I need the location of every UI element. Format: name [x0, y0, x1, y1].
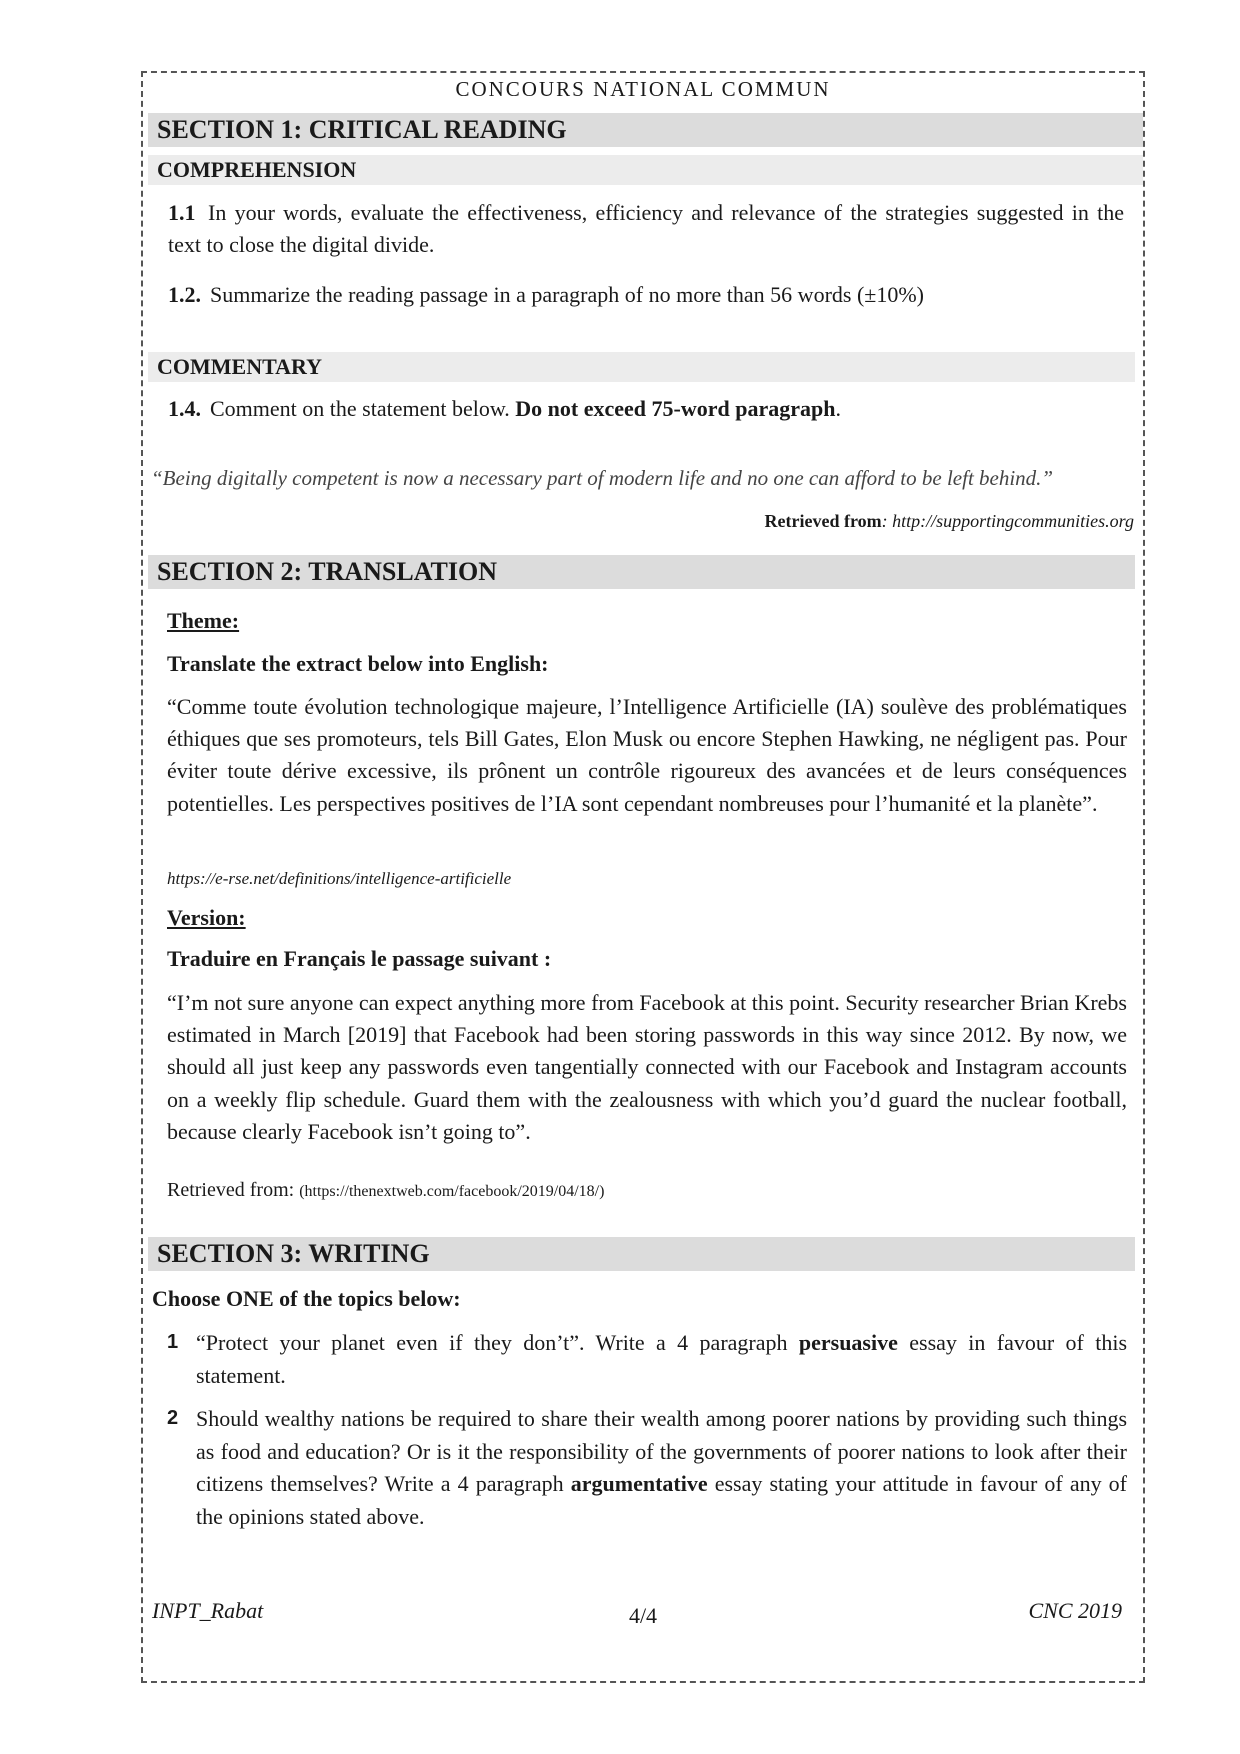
question-text: Comment on the statement below.	[210, 396, 510, 421]
section2-title: SECTION 2: TRANSLATION	[148, 555, 1135, 589]
writing-instruction: Choose ONE of the topics below:	[152, 1286, 461, 1311]
topic-1-emphasis: persuasive	[798, 1330, 898, 1355]
question-1-4	[168, 393, 1124, 425]
question-1-2	[168, 279, 1124, 311]
footer-page-number: 4/4	[628, 1603, 658, 1628]
topic-2-emphasis: argumentative	[570, 1471, 708, 1496]
footer-exam: CNC 2019	[1028, 1598, 1122, 1623]
theme-source: https://e-rse.net/definitions/intelligence-artificielle	[167, 869, 512, 888]
topic-2-number: 2	[167, 1407, 179, 1429]
footer-school: INPT_Rabat	[152, 1598, 264, 1623]
topic-2-text: Should wealthy nations be required to share their wealth among poorer nations by providing such things as food and education? Or is it the responsibility of the governments of poorer nations to look after their citizens themselves? Write a 4 paragraph	[196, 1406, 1127, 1496]
question-text: In your words, evaluate the effectiveness, efficiency and relevance of the strategies suggested in the text to close the digital divide.	[168, 200, 1124, 257]
topic-1-number: 1	[167, 1331, 179, 1353]
question-number: 1.1	[168, 200, 196, 225]
section1-title: SECTION 1: CRITICAL READING	[148, 113, 1143, 147]
topic-2-text-end: essay stating your attitude in favour of any of the opinions stated above.	[196, 1471, 1127, 1529]
section3-title: SECTION 3: WRITING	[148, 1237, 1135, 1271]
topic-1-text: “Protect your planet even if they don’t”. Write a 4 paragraph	[196, 1330, 788, 1355]
version-text: “I’m not sure anyone can expect anything more from Facebook at this point. Security researcher Brian Krebs estimated in March [2019] that Facebook had been storing passwords in this way since 2012. By now, we should all just keep any passwords even tangentially connected with our Facebook and Instagram accounts on a weekly flip schedule. Guard them with the zealousness with which you’d guard the nuclear football, because clearly Facebook isn’t going to”.	[167, 990, 1127, 1144]
topic-1	[196, 1327, 1127, 1392]
commentary-label: COMMENTARY	[148, 352, 1135, 382]
source-label: Retrieved from	[764, 511, 882, 531]
source-url: http://supportingcommunities.org	[892, 511, 1134, 531]
commentary-source	[151, 511, 1134, 532]
topic-2	[196, 1403, 1127, 1533]
comprehension-label: COMPREHENSION	[148, 155, 1143, 185]
page-frame	[141, 71, 1145, 1683]
version-source-label: Retrieved from:	[167, 1179, 295, 1201]
theme-text: “Comme toute évolution technologique majeure, l’Intelligence Artificielle (IA) soulève des problématiques éthiques que ses promoteurs, tels Bill Gates, Elon Musk ou encore Stephen Hawking, ne négligent pas. Pour éviter toute dérive excessive, ils prônent un contrôle rigoureux des avancées et de leurs conséquences potentielles. Les perspectives positives de l’IA sont cependant nombreuses pour l’humanité et la planète”.	[167, 694, 1127, 816]
topic-1-text-end: essay in favour of this statement.	[196, 1330, 1128, 1388]
question-text: Summarize the reading passage in a paragraph of no more than 56 words (±10%)	[210, 282, 925, 307]
theme-instruction: Translate the extract below into English:	[167, 651, 549, 676]
source-colon: :	[881, 511, 888, 531]
theme-label: Theme:	[167, 608, 240, 633]
question-end: .	[835, 396, 841, 421]
question-1-1	[168, 197, 1124, 261]
header-title: CONCOURS NATIONAL COMMUN	[455, 77, 831, 101]
commentary-quote: “Being digitally competent is now a necessary part of modern life and no one can afford to be left behind.”	[151, 466, 1054, 490]
question-number: 1.2.	[168, 282, 201, 307]
version-instruction: Traduire en Français le passage suivant :	[167, 946, 552, 971]
version-source	[167, 1179, 604, 1202]
version-source-url: (https://thenextweb.com/facebook/2019/04/18/)	[299, 1183, 605, 1200]
question-emphasis: Do not exceed 75-word paragraph	[515, 396, 836, 421]
question-number: 1.4.	[168, 396, 201, 421]
version-label: Version:	[167, 905, 246, 930]
